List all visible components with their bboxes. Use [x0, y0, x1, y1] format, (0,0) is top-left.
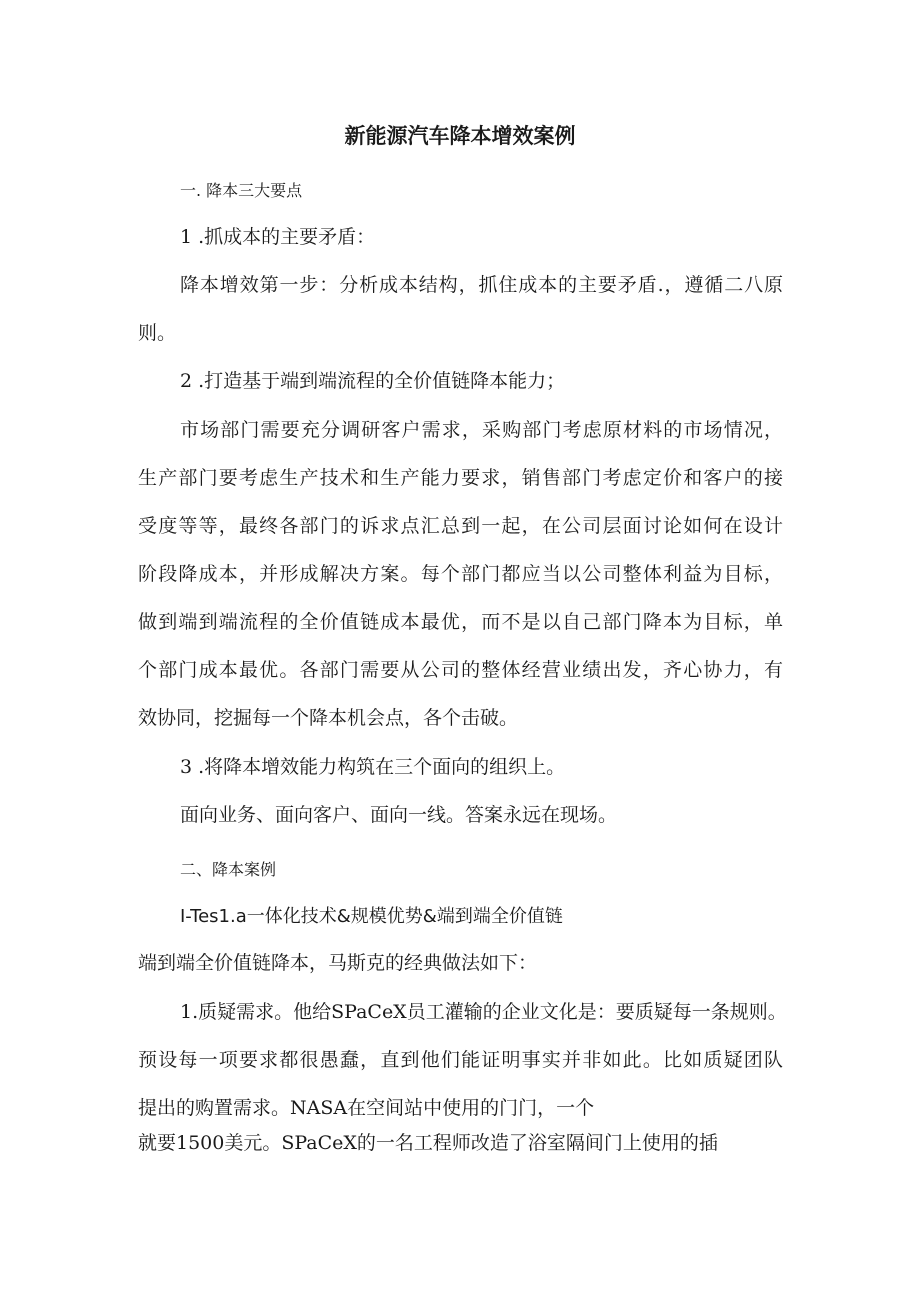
section-heading-1: 一. 降本三大要点 — [180, 181, 303, 200]
item-2-paragraph-line: 市场部门需要充分调研客户需求，采购部门考虑原材料的市场情况， — [180, 419, 783, 441]
item-2-heading: 2 .打造基于端到端流程的全价值链降本能力； — [180, 370, 566, 392]
item-2-paragraph-line: 受度等等，最终各部门的诉求点汇总到一起，在公司层面讨论如何在设计 — [138, 515, 783, 537]
item-2-paragraph-line: 个部门成本最优。各部门需要从公司的整体经营业绩出发，齐心协力，有 — [138, 659, 783, 681]
page-title: 新能源汽车降本增效案例 — [344, 124, 576, 148]
item-2-paragraph-line: 阶段降成本，并形成解决方案。每个部门都应当以公司整体利益为目标， — [138, 563, 783, 585]
item-3-paragraph: 面向业务、面向客户、面向一线。答案永远在现场。 — [180, 804, 618, 826]
case-1-intro: 端到端全价值链降本，马斯克的经典做法如下： — [138, 952, 538, 974]
case-1-paragraph-line: 1.质疑需求。他给SPaCeX员工灌输的企业文化是：要质疑每一条规则。 — [180, 1001, 787, 1023]
item-1-paragraph-line: 降本增效第一步：分析成本结构，抓住成本的主要矛盾.，遵循二八原 — [180, 274, 783, 296]
item-3-heading: 3 .将降本增效能力构筑在三个面向的组织上。 — [180, 756, 566, 778]
item-2-paragraph-line: 做到端到端流程的全价值链成本最优，而不是以自己部门降本为目标，单 — [138, 611, 783, 633]
item-1-heading: 1 .抓成本的主要矛盾： — [180, 226, 376, 248]
section-heading-2: 二、降本案例 — [180, 860, 277, 879]
item-2-paragraph-line: 效协同，挖掘每一个降本机会点，各个击破。 — [138, 707, 519, 729]
case-1-paragraph-line: 预设每一项要求都很愚蠢，直到他们能证明事实并非如此。比如质疑团队 — [138, 1049, 783, 1071]
item-1-paragraph-line: 则。 — [138, 322, 177, 344]
item-2-paragraph-line: 生产部门要考虑生产技术和生产能力要求，销售部门考虑定价和客户的接 — [138, 467, 783, 489]
case-1-paragraph-line: 就要1500美元。SPaCeX的一名工程师改造了浴室隔间门上使用的插 — [138, 1132, 718, 1154]
case-1-paragraph-line: 提出的购置需求。NASA在空间站中使用的门门，一个 — [138, 1097, 595, 1119]
case-1-heading: I-Tes1.a一体化技术&规模优势&端到端全价值链 — [180, 906, 563, 927]
